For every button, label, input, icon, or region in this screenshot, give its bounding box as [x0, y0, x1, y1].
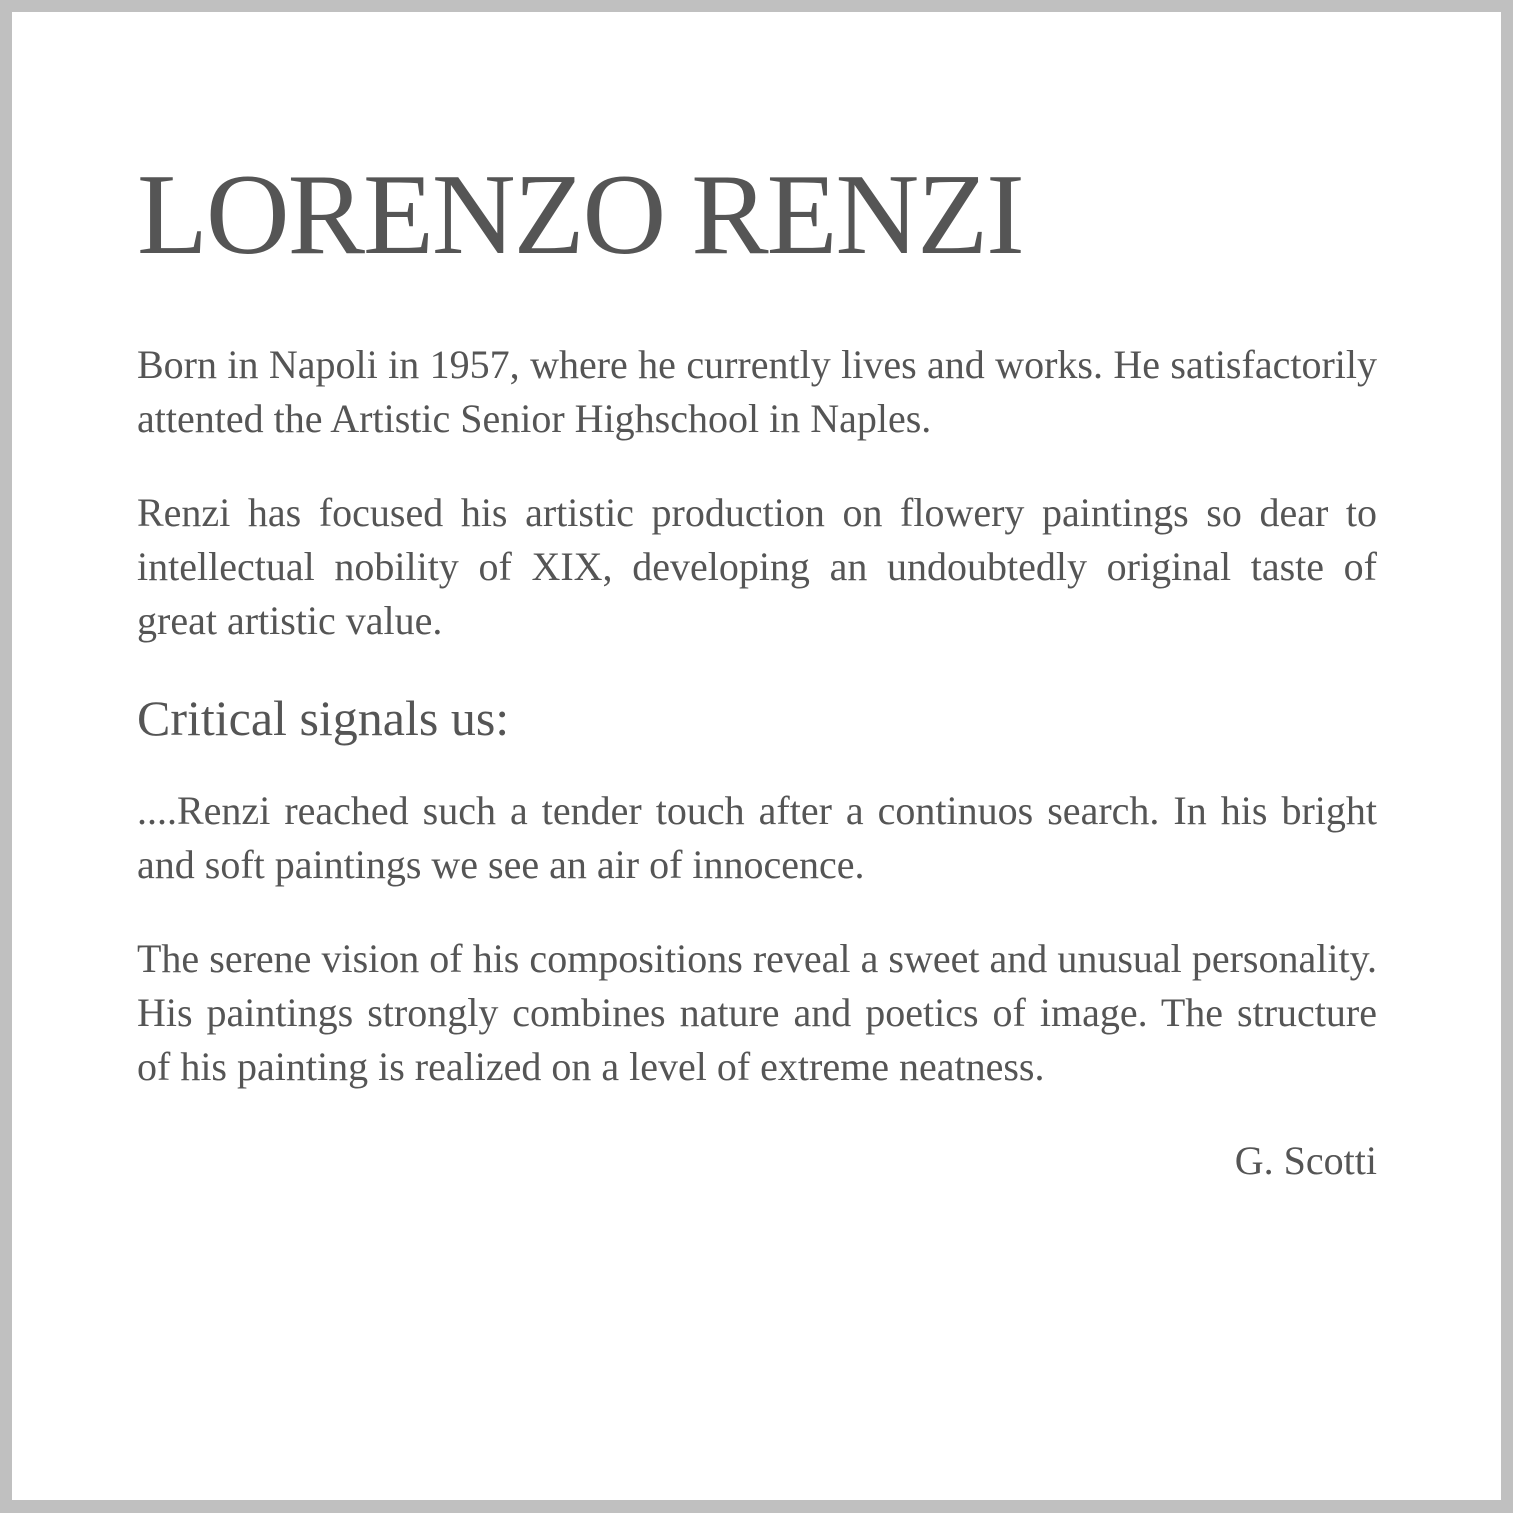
critique-paragraph-vision: The serene vision of his compositions reveal a sweet and unusual personality. His paintings strongly combines nature and poetics of image. The structure of his painting is realized on a level of extreme neatness. — [137, 936, 1377, 1089]
critic-signature: G. Scotti — [1234, 1138, 1377, 1183]
document-content — [137, 151, 1377, 1188]
critique-heading: Critical signals us: — [137, 690, 510, 746]
bio-paragraph-production: Renzi has focused his artistic production on flowery paintings so dear to intellectual nobility of XIX, developing an undoubtedly original taste of great artistic value. — [137, 490, 1377, 643]
bio-paragraph-birth: Born in Napoli in 1957, where he currently lives and works. He satisfactorily attented the Artistic Senior Highschool in Naples. — [137, 342, 1377, 441]
artist-name-title: LORENZO RENZI — [137, 151, 1023, 279]
document-page — [12, 12, 1501, 1500]
critique-paragraph-touch: ....Renzi reached such a tender touch after a continuos search. In his bright and soft paintings we see an air of innocence. — [137, 788, 1377, 887]
